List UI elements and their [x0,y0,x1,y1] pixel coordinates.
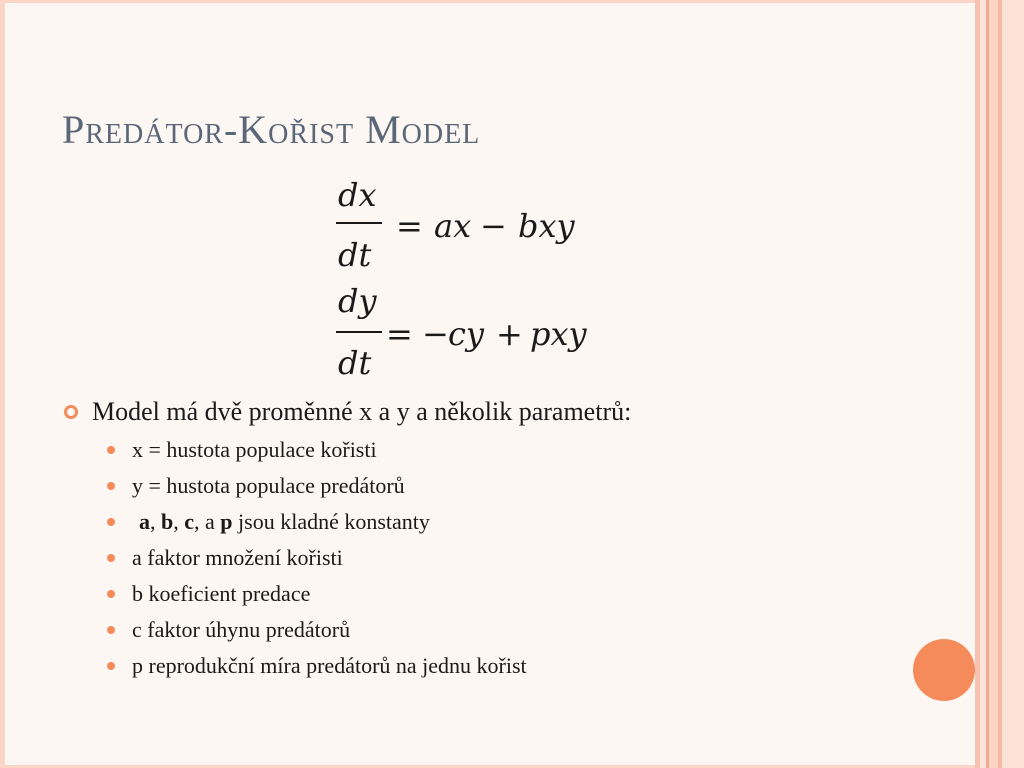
list-item [132,540,922,576]
list-item [132,576,922,612]
list-item-text: c faktor úhynu predátorů [132,617,351,642]
dot-bullet-icon [107,662,115,670]
main-bullet [62,392,922,432]
equation-prey [336,176,576,274]
list-item-text: b koeficient predace [132,581,311,606]
orange-circle-decoration [913,639,975,701]
separator: , [150,509,156,534]
parameter-list [62,432,922,684]
list-item-text: jsou kladné konstanty [238,509,430,534]
minus-sign: − [422,315,449,353]
equation-term: bxy [518,207,575,245]
equations-svg [330,174,630,384]
param-b: b [161,509,174,534]
fraction-denominator: dt [338,236,372,274]
dot-bullet-icon [107,590,115,598]
minus-sign: − [480,207,507,245]
fraction-numerator: dx [338,176,377,214]
dot-bullet-icon [107,446,115,454]
equations [330,174,630,384]
dot-bullet-icon [107,554,115,562]
equation-term: pxy [530,315,587,353]
equals-sign: = [396,207,423,245]
list-item [132,612,922,648]
plus-sign: + [496,315,523,353]
list-item [132,468,922,504]
list-item-text: a faktor množení kořisti [132,545,343,570]
list-item-text: y = hustota populace predátorů [132,473,405,498]
list-item-text: x = hustota populace kořisti [132,437,377,462]
frame-top-border [0,0,980,3]
separator: , a [194,509,215,534]
right-stripe [1002,0,1024,768]
list-item-text: p reprodukční míra predátorů na jednu kořist [132,653,527,678]
param-c: c [184,509,195,534]
equals-sign: = [386,315,413,353]
equation-term: cy [448,315,484,353]
list-item [132,648,922,684]
ring-bullet-icon [64,405,78,419]
param-a: a [139,509,150,534]
fraction-denominator: dt [338,344,372,382]
equation-predator [336,282,588,382]
equation-term: ax [434,207,472,245]
dot-bullet-icon [107,482,115,490]
fraction-numerator: dy [338,282,377,320]
separator: , [173,509,179,534]
slide-body [62,392,922,684]
list-item [132,504,922,540]
right-stripe [989,0,998,768]
dot-bullet-icon [107,626,115,634]
param-p: p [220,509,233,534]
slide-title: Predátor-Kořist Model [62,107,481,152]
list-item [132,432,922,468]
frame-left-border [0,0,5,768]
dot-bullet-icon [107,518,115,526]
main-bullet-text: Model má dvě proměnné x a y a několik parametrů: [92,397,632,426]
